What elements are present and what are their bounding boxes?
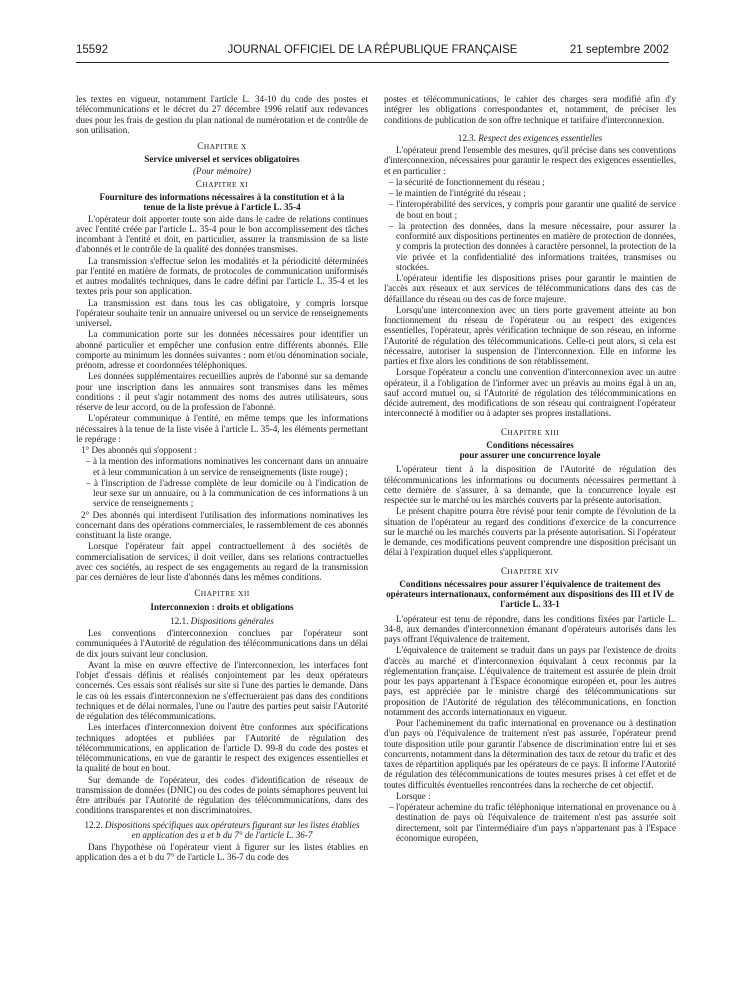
list-item: – la protection des données, dans la mesure nécessaire, pour assurer la conformité aux dispositions pertinentes en matière de protection de données, y compris la protection des données à caractère personnel, la protection de la vie privée et la confidentialité des informations traitées, transmises ou stockées. (389, 220, 676, 272)
section-number: 12.1. (170, 615, 189, 626)
chapter-title: Fourniture des informations nécessaires à la constitution et à la tenue de la liste prévue à l'article L. 35-4 (99, 192, 345, 213)
paragraph: Lorsqu'une interconnexion avec un tiers porte gravement atteinte au bon fonctionnement du réseau de l'opérateur ou au respect des exigences essentielles, l'opérateur, après vérification technique de son réseau, en informe l'Autorité de régulation des télécommunications. Celle-ci peut alors, si cela est nécessaire, autoriser la suspension de l'interconnexion. Elle en informe les parties et fixe alors les conditions de son rétablissement. (384, 304, 676, 366)
chapter-label-rest: HAPITRE XI (202, 179, 249, 189)
list-item: – à l'inscription de l'adresse complète de leur domicile ou à l'indication de leur sexe sur un annuaire, ou à la communication de ces informations à un service de renseignements ; (86, 477, 368, 509)
page-number: 15592 (76, 44, 108, 56)
list-item: – à la mention des informations nominatives les concernant dans un annuaire et à leur communication à un service de renseignements (liste rouge) ; (86, 456, 368, 477)
chapter-label-rest: HAPITRE XIV (507, 566, 560, 576)
header-rule (76, 62, 669, 63)
chapter-label-initial: C (194, 588, 201, 599)
paragraph: L'équivalence de traitement se traduit dans un pays par l'existence de droits d'accès au marché et d'interconnexion équivalant à ceux reconnus par la réglementation française. L'équivalence de traitement est assurée de plein droit pour les pays appartenant à l'Espace économique européen et, pour les autres pays, est appréciée par le ministre chargé des télécommunications sur proposition de l'Autorité de régulation des télécommunications, en fonction notamment des accords internationaux en vigueur. (384, 645, 676, 717)
chapter-label-rest: HAPITRE XIII (507, 427, 560, 437)
paragraph: Pour l'acheminement du trafic international en provenance ou à destination d'un pays où l'équivalence de traitement n'est pas assurée, l'opérateur prend toute disposition utile pour garantir l'absence de discrimination entre lui et ses concurrents, notamment dans la détermination des taux de retour du trafic et des taxes de répartition appliqués par les opérateurs de ce pays. Il informe l'Autorité de régulation des télécommunications de toutes mesures prises à cet effet et de toutes difficultés éventuelles rencontrées dans la recherche de cet objectif. (384, 718, 676, 790)
paragraph: L'opérateur doit apporter toute son aide dans le cadre de relations continues avec l'entité créée par l'article L. 35-4 pour le bon accomplissement des tâches incombant à l'entité et doit, en particulier, assurer la transmission de sa liste d'abonnés et le contrôle de la qualité des données transmises. (76, 213, 368, 255)
paragraph: Sur demande de l'opérateur, des codes d'identification de réseaux de transmission de données (DNIC) ou des codes de points sémaphores peuvent lui être attribués par l'Autorité de régulation des télécommunications, dans des conditions transparentes et non discriminatoires. (76, 774, 368, 816)
section-number: 12.3. (457, 132, 476, 143)
chapter-label-initial: C (500, 565, 508, 576)
chapter-title: Service universel et services obligatoires (144, 154, 300, 165)
paragraph: postes et télécommunications, le cahier des charges sera modifié afin d'y intégrer les obligations correspondantes et, notamment, de préciser les conditions de publication de son offre technique et tarifaire d'interconnexion. (384, 94, 676, 125)
chapter-label-initial: C (500, 426, 508, 437)
paragraph: L'opérateur est tenu de répondre, dans les conditions fixées par l'article L. 34-8, aux demandes d'interconnexion émanant d'opérateurs autorisés dans les pays offrant l'équivalence de traitement. (384, 613, 676, 644)
paragraph: les textes en vigueur, notamment l'article L. 34-10 du code des postes et télécommunications et le décret du 27 décembre 1996 relatif aux redevances dues pour les frais de gestion du plan national de numérotation et de contrôle de son utilisation. (76, 94, 368, 135)
section-heading (384, 133, 676, 143)
paragraph: Dans l'hypothèse où l'opérateur vient à figurer sur les listes établies en application des a et b du 7° de l'article L. 36-7 du code des (76, 842, 368, 863)
list-item: – le maintien de l'intégrité du réseau ; (389, 188, 526, 198)
paragraph: L'opérateur tient à la disposition de l'Autorité de régulation des télécommunications les informations ou documents nécessaires permettant à cette dernière de s'assurer, à sa demande, que la concurrence loyale est respectée sur le marché ou les marchés couverts par la présente autorisation. (384, 464, 676, 505)
paragraph: L'opérateur communique à l'entité, en même temps que les informations nécessaires à la tenue de la liste visée à l'article L. 35-4, les éléments permettant le repérage : (76, 413, 368, 444)
section-title: Dispositions générales (190, 615, 274, 626)
chapter-label-initial: C (195, 178, 203, 189)
paragraph: L'opérateur identifie les dispositions prises pour garantir le maintien de l'accès aux réseaux et aux services de télécommunications dans des cas de défaillance du réseau ou des cas de force majeure. (384, 273, 676, 304)
issue-date: 21 septembre 2002 (569, 44, 669, 56)
section-heading (76, 616, 368, 626)
list-item: – l'interopérabilité des services, y compris pour garantir une qualité de service de bout en bout ; (389, 199, 676, 220)
chapter-label (384, 427, 676, 438)
chapter-label (76, 588, 368, 599)
chapter-subtitle: (Pour mémoire) (193, 165, 251, 176)
paragraph: L'opérateur prend l'ensemble des mesures, qu'il précise dans ses conventions d'interconnexion, nécessaires pour garantir le respect des exigences essentielles, et en particulier : (384, 145, 676, 176)
paragraph: Lorsque : (396, 790, 431, 801)
page-header (76, 44, 669, 60)
chapter-title-line: pour assurer une concurrence loyale (459, 450, 601, 460)
list-item: 2° Des abonnés qui interdisent l'utilisation des informations nominatives les concernant dans des opérations commerciales, le rassemblement de ces abonnés constituant la liste orange. (76, 509, 368, 540)
chapter-label (384, 566, 676, 577)
paragraph: Le présent chapitre pourra être révisé pour tenir compte de l'évolution de la situation de l'opérateur au regard des conditions d'exercice de la concurrence sur le marché ou les marchés couverts par la présente autorisation. Si l'opérateur le demande, ces modifications peuvent comprendre une disposition précisant un délai à l'expiration duquel elles s'appliqueront. (384, 506, 676, 558)
section-heading (76, 820, 368, 841)
section-title: Respect des exigences essentielles (478, 132, 603, 143)
paragraph: La transmission est dans tous les cas obligatoire, y compris lorsque l'opérateur souhaite tenir un annuaire universel ou un service de renseignements universel. (76, 297, 368, 328)
list-item: – la sécurité de fonctionnement du réseau ; (389, 176, 545, 187)
paragraph: Lorsque l'opérateur a conclu une convention d'interconnexion avec un autre opérateur, il a l'obligation de l'informer avec un préavis au moins égal à un an, sauf accord mutuel ou, si l'Autorité de régulation des télécommunications en décide autrement, des modifications de son réseau qui contraignent l'opérateur interconnecté à modifier ou à adapter ses propres installations. (384, 367, 676, 419)
paragraph: La communication porte sur les données nécessaires pour identifier un abonné particulier et empêcher une confusion entre différents abonnés. Elle comporte au minimum les données suivantes : nom et/ou dénomination sociale, prénom, adresse et coordonnées téléphoniques. (76, 329, 368, 370)
left-column (76, 94, 368, 964)
right-column (384, 94, 676, 964)
section-title: Dispositions spécifiques aux opérateurs figurant sur les listes établies en application des a et b du 7° de l'article L. 36-7 (104, 819, 360, 840)
list-item: – l'opérateur achemine du trafic téléphonique international en provenance ou à destination de pays où l'équivalence de traitement n'est pas assurée soit directement, soit par l'intermédiaire d'un pays n'appartenant pas à l'Espace économique européen, (389, 802, 676, 843)
paragraph: Les conventions d'interconnexion conclues par l'opérateur sont communiquées à l'Autorité de régulation des télécommunications dans un délai de dix jours suivant leur conclusion. (76, 628, 368, 659)
paragraph: Les interfaces d'interconnexion doivent être conformes aux spécifications techniques adoptées et publiées par l'Autorité de régulation des télécommunications, en application de l'article D. 99-8 du code des postes et télécommunications, en vue de garantir le respect des exigences essentielles et la qualité de bout en bout. (76, 722, 368, 774)
chapter-label (76, 179, 368, 190)
journal-title: JOURNAL OFFICIEL DE LA RÉPUBLIQUE FRANÇAISE (227, 44, 518, 56)
chapter-label (76, 141, 368, 152)
chapter-title: Conditions nécessaires pour assurer l'équivalence de traitement des opérateurs internationaux, conformément aux dispositions des III et IV de l'article L. 33-1 (386, 578, 674, 610)
chapter-title: Interconnexion : droits et obligations (150, 601, 294, 612)
chapter-label-rest: HAPITRE XII (200, 589, 250, 599)
section-number: 12.2. (84, 819, 103, 830)
chapter-label-rest: HAPITRE X (203, 142, 247, 151)
paragraph: Avant la mise en œuvre effective de l'interconnexion, les interfaces font l'objet d'essais définis et réalisés conjointement par les deux opérateurs concernés. Ces essais sont réalisés sur site si l'une des parties le demande. Dans le cas où les essais d'interconnexion ne s'effectueraient pas dans des conditions techniques et de délai normales, l'une ou l'autre des parties peut saisir l'Autorité de régulation des télécommunications. (76, 659, 368, 721)
paragraph: Lorsque l'opérateur fait appel contractuellement à des sociétés de commercialisation de services, il doit veiller, dans ses relations contractuelles avec ces sociétés, au respect de ses engagements au regard de la transmission par ces dernières de leur liste d'abonnés dans les mêmes conditions. (76, 541, 368, 582)
paragraph: La transmission s'effectue selon les modalités et la périodicité déterminées par l'entité en matière de formats, de protocoles de communication uniformisés et autres modalités techniques, dans le cadre défini par l'article L. 35-4 et les textes pris pour son application. (76, 255, 368, 297)
paragraph: Les données supplémentaires recueillies auprès de l'abonné sur sa demande pour une inscription dans les annuaires sont transmises dans les mêmes conditions : il peut s'agir notamment des noms des autres utilisateurs, sous réserve de leur accord, ou de la profession de l'abonné. (76, 371, 368, 412)
chapter-title-line: Conditions nécessaires (486, 439, 574, 450)
list-item: 1° Des abonnés qui s'opposent : (81, 445, 197, 455)
chapter-label-initial: C (197, 141, 204, 151)
